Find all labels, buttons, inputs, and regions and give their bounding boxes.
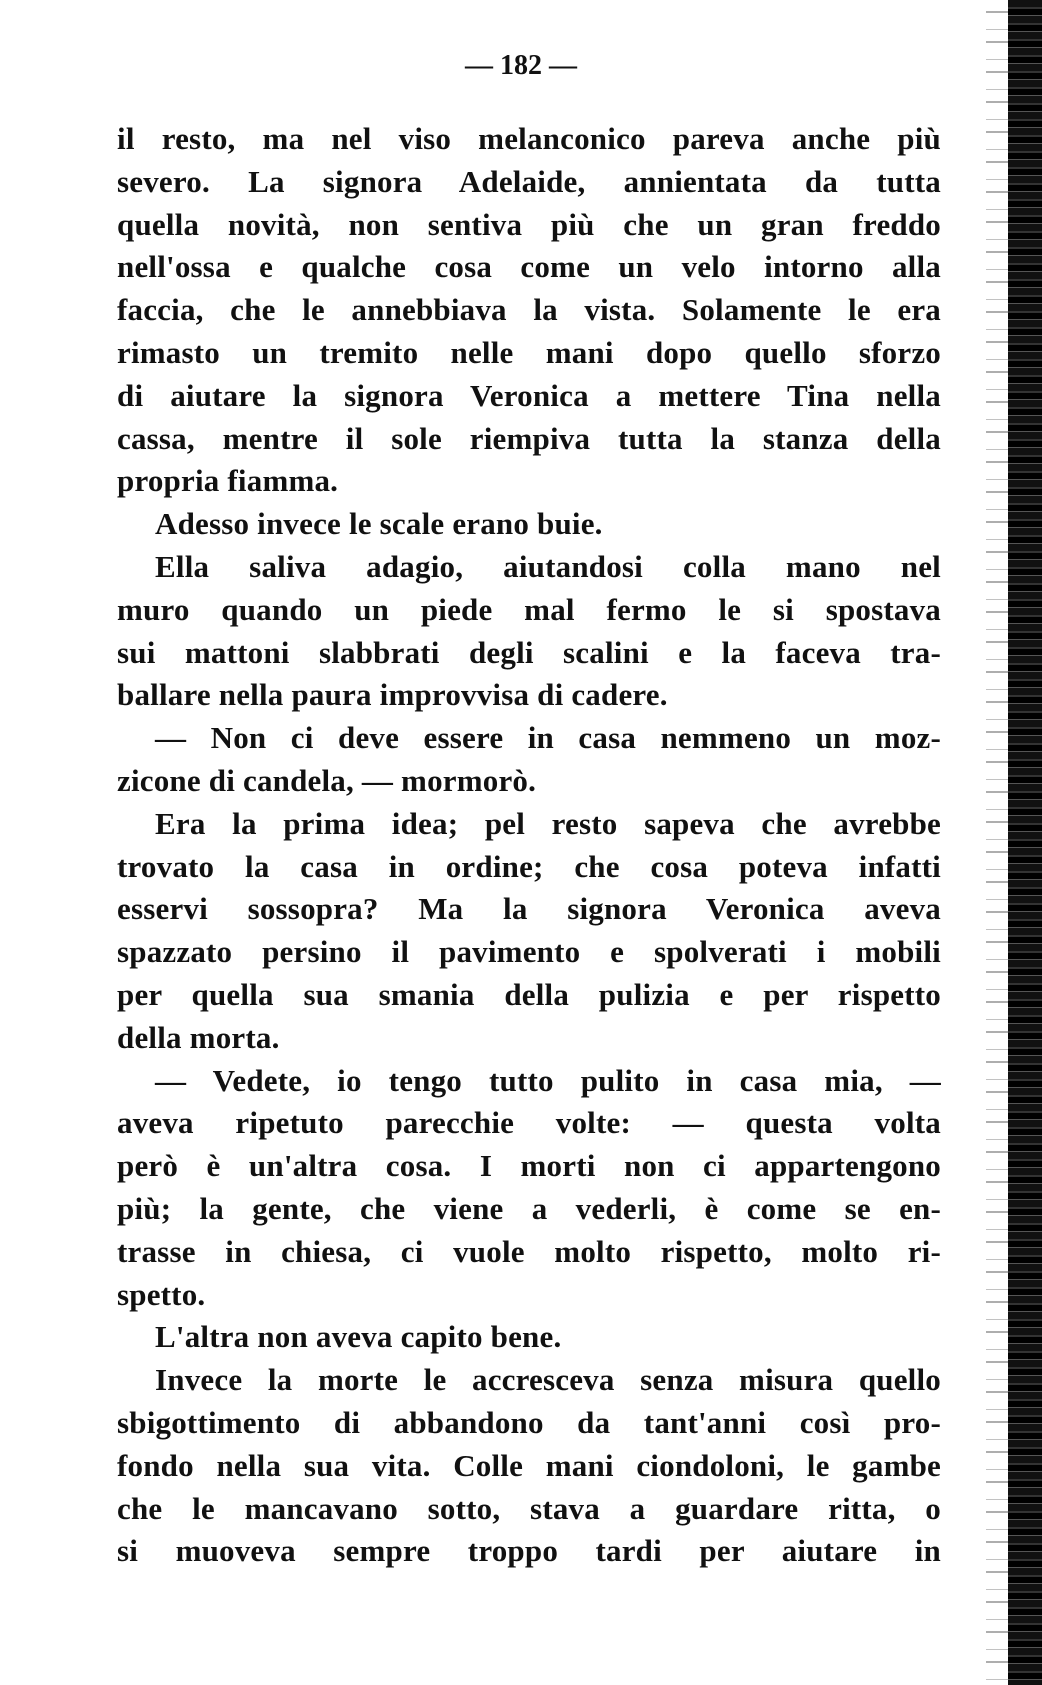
text-line: però è un'altra cosa. I morti non ci appartengono	[117, 1148, 941, 1184]
paragraph	[117, 1060, 941, 1317]
text-line: sbigottimento di abbandono da tant'anni così pro-	[117, 1404, 941, 1440]
paragraph	[117, 717, 941, 803]
paragraph	[117, 503, 941, 546]
page-edge-shadow	[986, 0, 1008, 1685]
page-number: — 182 —	[465, 50, 577, 81]
text-line: aveva ripetuto parecchie volte: — questa volta	[117, 1105, 941, 1141]
text-line: della morta.	[117, 1019, 280, 1055]
paragraph	[117, 803, 941, 1060]
text-line: nell'ossa e qualche cosa come un velo intorno alla	[117, 249, 941, 285]
text-line: Adesso invece le scale erano buie.	[155, 506, 603, 542]
text-line: L'altra non aveva capito bene.	[155, 1319, 562, 1355]
text-line: spetto.	[117, 1276, 206, 1312]
text-line: severo. La signora Adelaide, annientata da tutta	[117, 163, 941, 199]
text-line: Era la prima idea; pel resto sapeva che avrebbe	[155, 805, 941, 841]
paragraph	[117, 1359, 941, 1573]
text-line: propria fiamma.	[117, 463, 339, 499]
text-line: che le mancavano sotto, stava a guardare ritta, o	[117, 1490, 941, 1526]
text-line: — Vedete, io tengo tutto pulito in casa mia, —	[155, 1062, 941, 1098]
text-line: fondo nella sua vita. Colle mani ciondoloni, le gambe	[117, 1447, 941, 1483]
text-line: faccia, che le annebbiava la vista. Solamente le era	[117, 292, 941, 328]
text-line: per quella sua smania della pulizia e per rispetto	[117, 976, 941, 1012]
paragraph	[117, 1316, 941, 1359]
text-line: esservi sossopra? Ma la signora Veronica aveva	[117, 891, 941, 927]
text-line: spazzato persino il pavimento e spolverati i mobili	[117, 934, 941, 970]
text-line: il resto, ma nel viso melanconico pareva anche più	[117, 121, 941, 156]
text-line: cassa, mentre il sole riempiva tutta la stanza della	[117, 420, 941, 456]
text-line: quella novità, non sentiva più che un gran freddo	[117, 206, 941, 242]
text-line: Ella saliva adagio, aiutandosi colla mano nel	[155, 548, 941, 584]
text-line: più; la gente, che viene a vederli, è come se en-	[117, 1190, 941, 1226]
text-line: muro quando un piede mal fermo le si spostava	[117, 591, 941, 627]
text-line: — Non ci deve essere in casa nemmeno un moz-	[155, 720, 941, 756]
paragraph	[117, 546, 941, 717]
text-line: rimasto un tremito nelle mani dopo quello sforzo	[117, 334, 941, 370]
paragraph	[117, 118, 941, 503]
text-line: sui mattoni slabbrati degli scalini e la faceva tra-	[117, 634, 941, 670]
text-line: trovato la casa in ordine; che cosa poteva infatti	[117, 848, 941, 884]
book-binding-edge	[1008, 0, 1042, 1685]
text-line: trasse in chiesa, ci vuole molto rispetto, molto ri-	[117, 1233, 941, 1269]
text-line: di aiutare la signora Veronica a mettere Tina nella	[117, 377, 941, 413]
text-line: si muoveva sempre troppo tardi per aiutare in	[117, 1533, 941, 1569]
text-line: zicone di candela, — mormorò.	[117, 762, 537, 798]
text-line: Invece la morte le accresceva senza misura quello	[155, 1362, 941, 1398]
body-text	[117, 118, 941, 1573]
text-line: ballare nella paura improvvisa di cadere.	[117, 677, 668, 713]
